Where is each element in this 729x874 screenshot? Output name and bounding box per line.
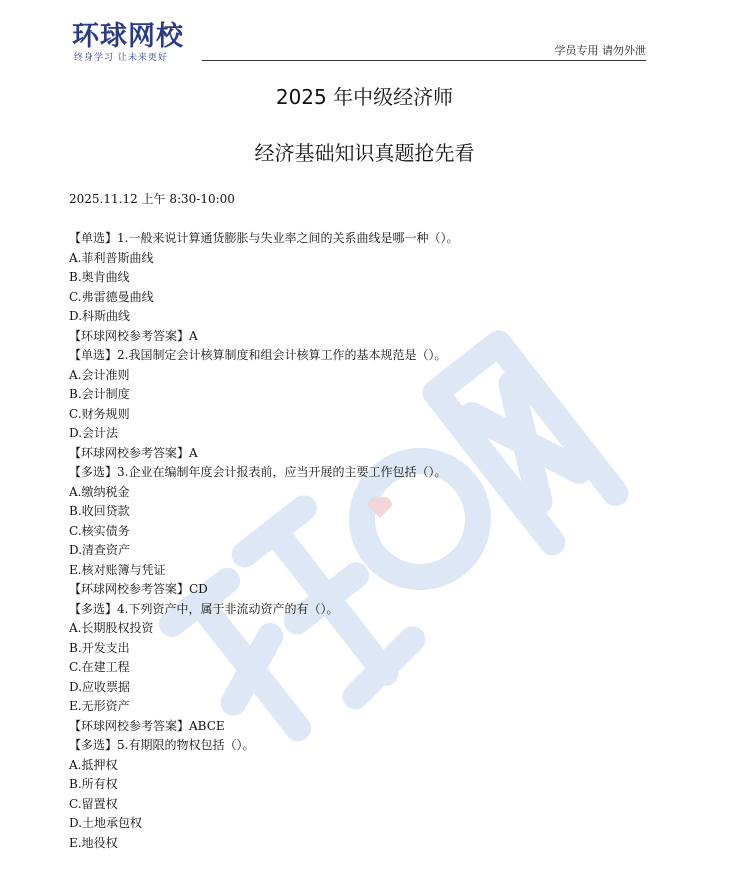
page-header (72, 22, 646, 64)
document-line: A.菲利普斯曲线 (69, 250, 154, 265)
confidential-note: 学员专用 请勿外泄 (554, 44, 646, 57)
question-list (69, 229, 669, 853)
document-line: 【环球网校参考答案】A (69, 445, 198, 460)
document-line: B.奥肯曲线 (69, 270, 130, 284)
page-subtitle: 经济基础知识真题抢先看 (254, 141, 475, 165)
document-line: 【单选】2.我国制定会计核算制度和组会计核算工作的基本规范是（）。 (69, 348, 447, 362)
document-line: D.清查资产 (69, 543, 131, 557)
document-line: 【多选】4.下列资产中，属于非流动资产的有（）。 (69, 601, 339, 616)
brand-slogan: 终身学习 让未来更好 (74, 53, 168, 63)
document-line: D.应收票据 (69, 679, 131, 694)
document-line: B.收回贷款 (69, 504, 130, 518)
brand-logo: 环球网校 (72, 21, 184, 52)
document-line: 【环球网校参考答案】ABCE (69, 718, 225, 733)
document-line: 【单选】1.一般来说计算通货膨胀与失业率之间的关系曲线是哪一种（）。 (69, 231, 459, 245)
document-line: C.弗雷德曼曲线 (69, 289, 154, 304)
document-line: A.抵押权 (69, 757, 118, 772)
document-line: B.会计制度 (69, 387, 130, 401)
document-line: C.核实债务 (69, 523, 130, 538)
exam-date: 2025.11.12 上午 8:30-10:00 (69, 192, 235, 206)
document-line: C.财务规则 (69, 406, 130, 421)
document-line: A.长期股权投资 (69, 621, 154, 635)
document-line: C.在建工程 (69, 660, 130, 674)
document-line: 【多选】3.企业在编制年度会计报表前，应当开展的主要工作包括（）。 (69, 465, 447, 479)
header-divider (202, 60, 646, 61)
document-line: E.无形资产 (69, 699, 130, 713)
document-line: 【多选】5.有期限的物权包括（）。 (69, 738, 255, 752)
document-line: B.开发支出 (69, 640, 130, 655)
document-line: D.科斯曲线 (69, 309, 131, 323)
document-line: A.缴纳税金 (69, 484, 130, 499)
page-title: 2025 年中级经济师 (275, 85, 454, 109)
document-line: B.所有权 (69, 777, 118, 791)
document-line: E.核对账簿与凭证 (69, 562, 166, 577)
document-line: D.会计法 (69, 426, 119, 440)
document-line: C.留置权 (69, 796, 118, 811)
document-line: E.地役权 (69, 835, 118, 850)
document-line: 【环球网校参考答案】CD (69, 582, 208, 596)
document-line: 【环球网校参考答案】A (69, 328, 198, 343)
document-line: D.土地承包权 (69, 816, 143, 830)
document-line: A.会计准则 (69, 367, 130, 382)
